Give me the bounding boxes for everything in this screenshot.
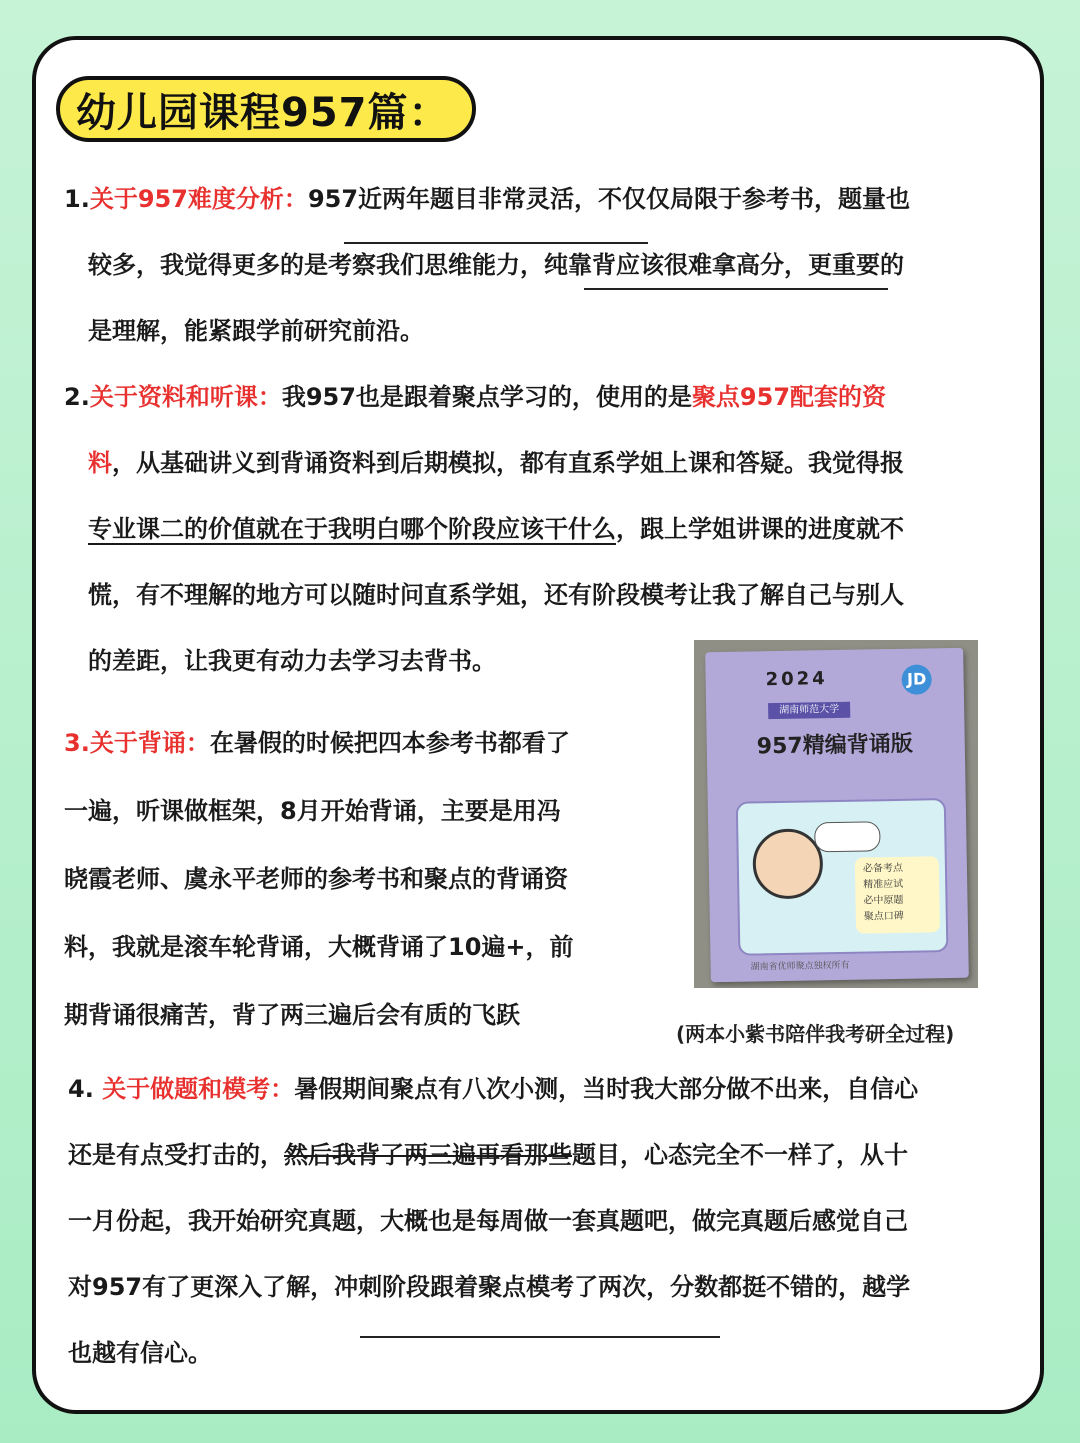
handwritten-underline [360, 1336, 720, 1338]
section2-highlight: 料 [88, 449, 112, 477]
section2-line1 [64, 382, 886, 412]
section1-line2 [88, 250, 904, 280]
section3-text: 期背诵很痛苦，背了两三遍后会有质的飞跃 [64, 1001, 520, 1029]
section4-text: 还是有点受打击的， [68, 1141, 284, 1169]
section3-line3 [64, 864, 568, 894]
section3-text: 晓霞老师、虞永平老师的参考书和聚点的背诵资 [64, 865, 568, 893]
section3-line5 [64, 1000, 520, 1030]
book-feature-list [855, 856, 940, 933]
section4-text: 一月份起，我开始研究真题，大概也是每周做一套真题吧，做完真题后感觉自己 [68, 1207, 908, 1235]
section4-text: 暑假期间聚点有八次小测，当时我大部分做不出来，自信心 [294, 1075, 919, 1103]
section4-heading: 关于做题和模考： [102, 1075, 295, 1103]
section1-heading: 关于957难度分析： [89, 185, 308, 213]
handwritten-underline [344, 242, 648, 244]
section3-text: 料，我就是滚车轮背诵，大概背诵了10遍+，前 [64, 933, 574, 961]
photo-caption: (两本小紫书陪伴我考研全过程) [676, 1022, 955, 1046]
section4-line3 [68, 1206, 908, 1236]
section1-text: 是理解，能紧跟学前研究前沿。 [88, 317, 424, 345]
section4-text: 题目，心态完全不一样了，从十 [572, 1141, 908, 1169]
section2-line4 [88, 580, 904, 610]
section2-text: 的差距，让我更有动力去学习去背书。 [88, 647, 496, 675]
teacher-avatar-icon [752, 828, 823, 899]
section2-line2 [88, 448, 904, 478]
section3-text: 一遍，听课做框架，8月开始背诵，主要是用冯 [64, 797, 561, 825]
book-year: 2024 [765, 668, 828, 691]
section2-text: ，从基础讲义到背诵资料到后期模拟，都有直系学姐上课和答疑。我觉得报 [112, 449, 904, 477]
section4-text: 对957有了更深入了解，冲刺阶段跟着聚点模考了两次，分数都挺不错的，越学 [68, 1273, 911, 1301]
book-logo-icon: JD [901, 664, 932, 695]
book-feature-item: 聚点口碑 [863, 910, 904, 923]
section4-line5 [68, 1338, 212, 1368]
handwritten-underline [584, 288, 888, 290]
section2-text: 我957也是跟着聚点学习的，使用的是 [281, 383, 692, 411]
section3-text: 在暑假的时候把四本参考书都看了 [209, 729, 570, 757]
book-cover [705, 648, 969, 982]
book-photo [694, 640, 978, 988]
section1-text: 较多，我觉得更多的是考察我们思维能力， [88, 251, 544, 279]
section1-line1 [64, 184, 910, 214]
section1-line3 [88, 316, 424, 346]
section3-line1 [64, 728, 570, 758]
section2-text: 慌，有不理解的地方可以随时问直系学姐，还有阶段模考让我了解自己与别人 [88, 581, 904, 609]
speech-bubble-icon [814, 821, 881, 852]
section2-line3 [88, 514, 904, 544]
section2-text: ，跟上学姐讲课的进度就不 [616, 515, 904, 543]
book-feature-item: 必中原题 [863, 894, 904, 907]
section3-line2 [64, 796, 561, 826]
section4-line4 [68, 1272, 910, 1302]
section3-heading: 3.关于背诵： [64, 729, 210, 757]
section4-line1 [68, 1074, 918, 1104]
section2-highlight: 聚点957配套的资 [691, 383, 887, 411]
section2-line5 [88, 646, 496, 676]
section4-number: 4. [68, 1075, 94, 1103]
section2-heading: 关于资料和听课： [89, 383, 282, 411]
section1-text: ，更重要的 [784, 251, 904, 279]
book-illustration-panel [736, 798, 949, 956]
section4-line2 [68, 1140, 908, 1170]
book-feature-item: 必备考点 [862, 862, 904, 875]
section4-text: 也越有信心。 [68, 1339, 212, 1367]
page-title-text: 幼儿园课程957篇： [76, 89, 450, 136]
section2-underlined: 专业课二的价值就在于我明白哪个阶段应该干什么 [88, 515, 616, 543]
section3-line4 [64, 932, 574, 962]
book-feature-item: 精准应试 [863, 878, 904, 891]
book-footer: 湖南省优师聚点独权所有 [750, 960, 850, 973]
section1-number: 1. [64, 185, 90, 213]
section1-text: 957近两年题目非常灵活，不仅仅局限于参考书，题量也 [307, 185, 911, 213]
section1-highlight: 纯靠背应该很难拿高分 [544, 251, 784, 279]
page-title [56, 76, 476, 142]
section2-number: 2. [64, 383, 90, 411]
book-title: 957精编背诵版 [756, 731, 913, 760]
section4-struck: 然后我背了两三遍再看那些 [284, 1141, 572, 1169]
book-university-banner: 湖南师范大学 [768, 702, 850, 719]
